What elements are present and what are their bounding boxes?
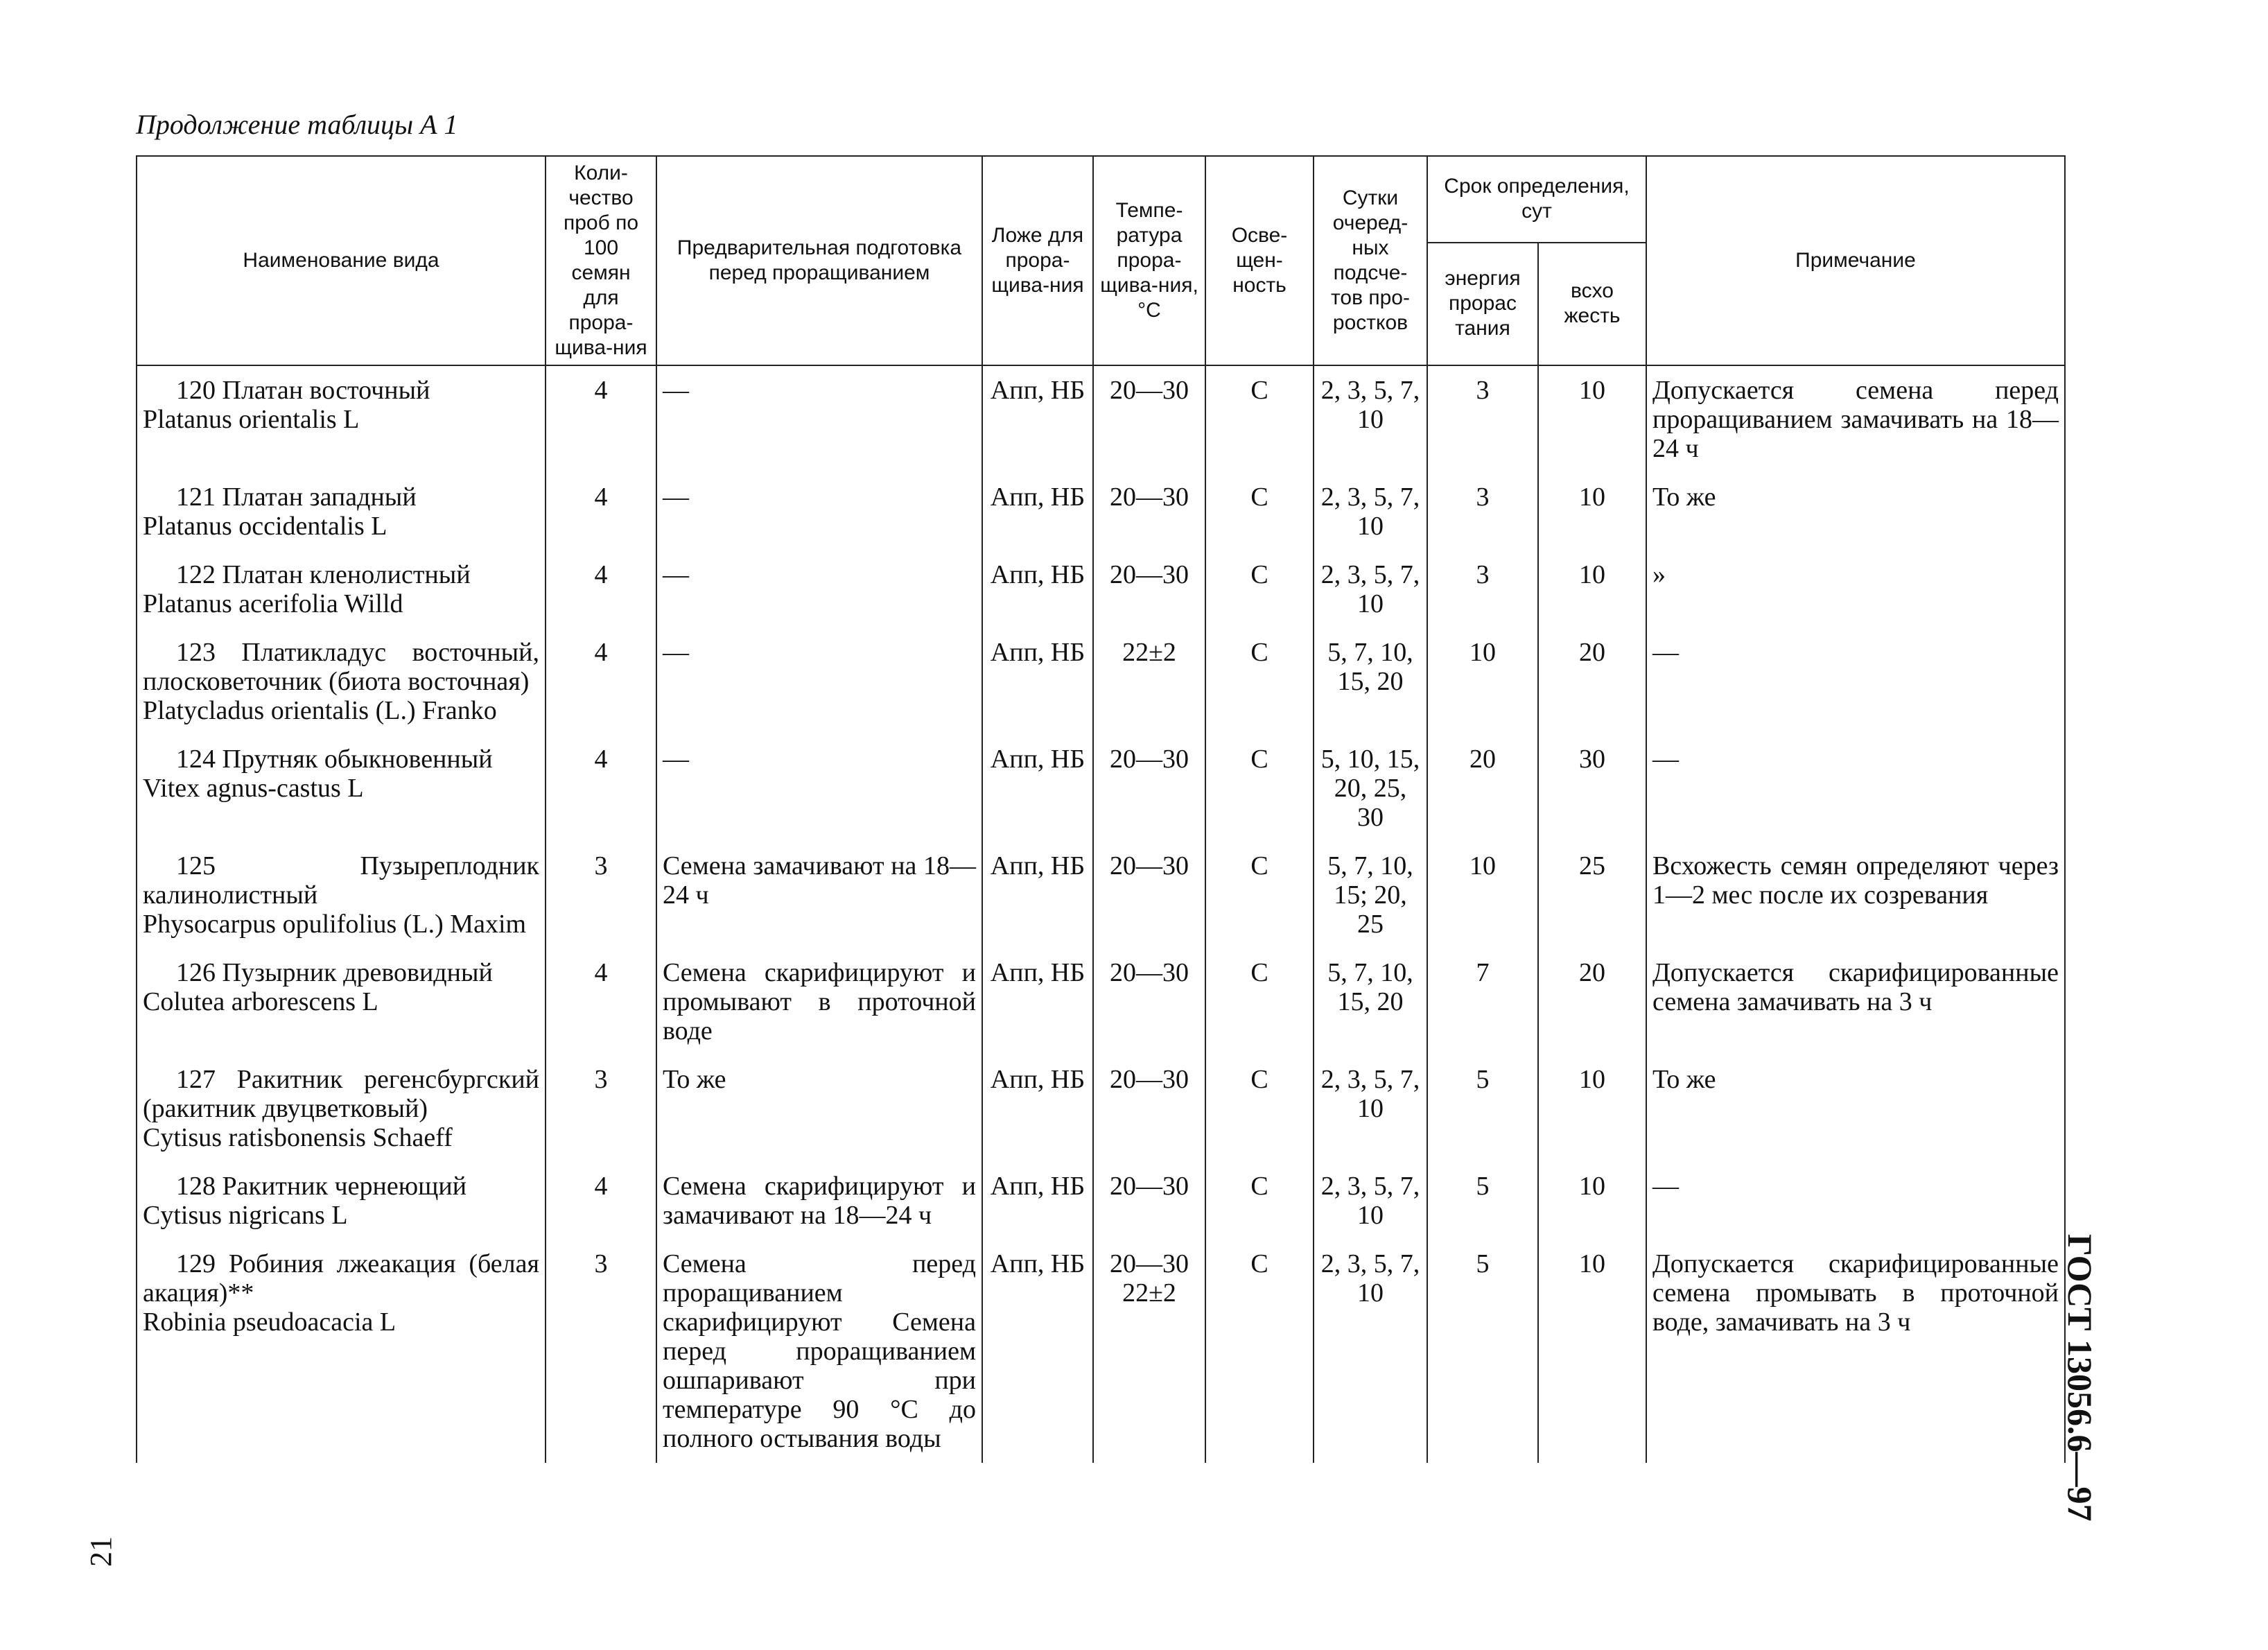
light-cell: С	[1205, 1055, 1314, 1162]
bed-cell: Апп, НБ	[982, 473, 1093, 550]
species-name-cell	[137, 365, 546, 473]
note-cell: —	[1646, 735, 2065, 842]
species-name-cell	[137, 1162, 546, 1240]
bed-cell: Апп, НБ	[982, 1162, 1093, 1240]
days-cell: 5, 7, 10, 15, 20	[1314, 628, 1427, 735]
bed-cell: Апп, НБ	[982, 365, 1093, 473]
samples-cell: 3	[546, 1055, 656, 1162]
samples-cell: 4	[546, 948, 656, 1055]
samples-cell: 4	[546, 628, 656, 735]
samples-cell: 4	[546, 1162, 656, 1240]
energy-cell: 3	[1427, 550, 1538, 628]
days-cell: 2, 3, 5, 7, 10	[1314, 473, 1427, 550]
prep-cell: Семена скарифицируют и замачивают на 18—24 ч	[656, 1162, 982, 1240]
light-cell: С	[1205, 1162, 1314, 1240]
species-name-ru: 127 Ракитник регенсбургский (ракитник двуцветковый)	[143, 1065, 539, 1123]
table-row	[137, 735, 2065, 842]
days-cell: 2, 3, 5, 7, 10	[1314, 550, 1427, 628]
species-name-latin: Cytisus nigricans L	[143, 1201, 348, 1230]
page-number: 21	[84, 1536, 118, 1567]
germination-table	[136, 155, 2066, 1463]
species-name-ru: 120 Платан восточный	[176, 376, 430, 405]
species-name-cell	[137, 1240, 546, 1463]
energy-cell: 3	[1427, 365, 1538, 473]
table-caption: Продолжение таблицы А 1	[136, 109, 458, 140]
temp-cell: 20—30	[1093, 473, 1205, 550]
energy-cell: 3	[1427, 473, 1538, 550]
species-name-latin: Platycladus orientalis (L.) Franko	[143, 696, 497, 725]
temp-cell: 20—30	[1093, 1055, 1205, 1162]
temp-cell: 20—30	[1093, 948, 1205, 1055]
species-name-cell	[137, 948, 546, 1055]
energy-cell: 5	[1427, 1240, 1538, 1463]
germ-cell: 10	[1538, 1055, 1646, 1162]
table-row	[137, 1162, 2065, 1240]
note-cell: То же	[1646, 1055, 2065, 1162]
temp-cell: 20—30	[1093, 842, 1205, 948]
species-name-ru: 128 Ракитник чернеющий	[176, 1172, 467, 1201]
germ-cell: 20	[1538, 628, 1646, 735]
temp-cell: 20—30	[1093, 1162, 1205, 1240]
bed-cell: Апп, НБ	[982, 550, 1093, 628]
header-prep: Предварительная подготовка перед проращиванием	[656, 156, 982, 365]
species-name-latin: Platanus acerifolia Willd	[143, 589, 403, 618]
header-germ: всхо жесть	[1538, 243, 1646, 365]
species-name-latin: Physocarpus opulifolius (L.) Maxim	[143, 910, 527, 939]
table-row	[137, 550, 2065, 628]
prep-cell: —	[656, 628, 982, 735]
energy-cell: 20	[1427, 735, 1538, 842]
header-light: Осве-щен-ность	[1205, 156, 1314, 365]
species-name-ru: 122 Платан кленолистный	[176, 560, 471, 589]
bed-cell: Апп, НБ	[982, 628, 1093, 735]
table-row	[137, 628, 2065, 735]
note-cell: —	[1646, 628, 2065, 735]
species-name-cell	[137, 1055, 546, 1162]
prep-cell: Семена замачивают на 18—24 ч	[656, 842, 982, 948]
temp-cell: 20—30	[1093, 550, 1205, 628]
species-name-cell	[137, 550, 546, 628]
species-name-cell	[137, 473, 546, 550]
table-row	[137, 842, 2065, 948]
bed-cell: Апп, НБ	[982, 948, 1093, 1055]
table-row	[137, 1055, 2065, 1162]
bed-cell: Апп, НБ	[982, 1055, 1093, 1162]
species-name-latin: Cytisus ratisbonensis Schaeff	[143, 1123, 453, 1152]
header-temp: Темпе-ратура прора-щива-ния, °С	[1093, 156, 1205, 365]
table-row	[137, 948, 2065, 1055]
species-name-cell	[137, 735, 546, 842]
table-header	[137, 156, 2065, 365]
prep-cell: —	[656, 473, 982, 550]
energy-cell: 5	[1427, 1162, 1538, 1240]
germ-cell: 20	[1538, 948, 1646, 1055]
note-cell: »	[1646, 550, 2065, 628]
germ-cell: 10	[1538, 1162, 1646, 1240]
light-cell: С	[1205, 735, 1314, 842]
light-cell: С	[1205, 1240, 1314, 1463]
table-row	[137, 473, 2065, 550]
species-name-ru: 123 Платикладус восточный, плосковеточник (биота восточная)	[143, 638, 539, 696]
samples-cell: 3	[546, 842, 656, 948]
species-name-latin: Colutea arborescens L	[143, 987, 378, 1016]
species-name-cell	[137, 842, 546, 948]
germ-cell: 30	[1538, 735, 1646, 842]
species-name-latin: Platanus occidentalis L	[143, 512, 387, 541]
germ-cell: 10	[1538, 473, 1646, 550]
energy-cell: 7	[1427, 948, 1538, 1055]
header-note: Примечание	[1646, 156, 2065, 365]
species-name-ru: 129 Робиния лжеакация (белая акация)**	[143, 1249, 539, 1308]
samples-cell: 4	[546, 365, 656, 473]
days-cell: 2, 3, 5, 7, 10	[1314, 365, 1427, 473]
note-cell: То же	[1646, 473, 2065, 550]
species-name-ru: 124 Прутняк обыкновенный	[176, 745, 493, 774]
days-cell: 5, 7, 10, 15; 20, 25	[1314, 842, 1427, 948]
light-cell: С	[1205, 948, 1314, 1055]
header-energy: энергия прорас тания	[1427, 243, 1538, 365]
header-samples: Коли-чество проб по 100 семян для прора-щива-ния	[546, 156, 656, 365]
energy-cell: 5	[1427, 1055, 1538, 1162]
prep-cell: Семена скарифицируют и промывают в проточной воде	[656, 948, 982, 1055]
note-cell: Допускается семена перед проращиванием замачивать на 18—24 ч	[1646, 365, 2065, 473]
days-cell: 5, 7, 10, 15, 20	[1314, 948, 1427, 1055]
species-name-ru: 126 Пузырник древовидный	[176, 958, 493, 987]
table-body	[137, 365, 2065, 1463]
table-row	[137, 1240, 2065, 1463]
table-row	[137, 365, 2065, 473]
species-name-cell	[137, 628, 546, 735]
note-cell: Допускается скарифицированные семена замачивать на 3 ч	[1646, 948, 2065, 1055]
prep-cell: То же	[656, 1055, 982, 1162]
header-name: Наименование вида	[137, 156, 546, 365]
header-term-group: Срок определения, сут	[1427, 156, 1646, 243]
temp-cell: 20—30	[1093, 735, 1205, 842]
species-name-latin: Vitex agnus-castus L	[143, 774, 364, 803]
germ-cell: 10	[1538, 550, 1646, 628]
bed-cell: Апп, НБ	[982, 1240, 1093, 1463]
note-cell: —	[1646, 1162, 2065, 1240]
temp-cell: 20—30	[1093, 365, 1205, 473]
energy-cell: 10	[1427, 842, 1538, 948]
days-cell: 2, 3, 5, 7, 10	[1314, 1162, 1427, 1240]
samples-cell: 4	[546, 550, 656, 628]
days-cell: 2, 3, 5, 7, 10	[1314, 1055, 1427, 1162]
species-name-ru: 121 Платан западный	[176, 483, 417, 512]
temp-cell: 22±2	[1093, 628, 1205, 735]
bed-cell: Апп, НБ	[982, 735, 1093, 842]
note-cell: Допускается скарифицированные семена промывать в проточной воде, замачивать на 3 ч	[1646, 1240, 2065, 1463]
germ-cell: 10	[1538, 1240, 1646, 1463]
species-name-ru: 125 Пузыреплодник калинолистный	[143, 851, 539, 910]
days-cell: 5, 10, 15, 20, 25, 30	[1314, 735, 1427, 842]
bed-cell: Апп, НБ	[982, 842, 1093, 948]
temp-cell: 20—30 22±2	[1093, 1240, 1205, 1463]
energy-cell: 10	[1427, 628, 1538, 735]
species-name-latin: Robinia pseudoacacia L	[143, 1308, 396, 1337]
samples-cell: 3	[546, 1240, 656, 1463]
light-cell: С	[1205, 628, 1314, 735]
header-bed: Ложе для прора-щива-ния	[982, 156, 1093, 365]
days-cell: 2, 3, 5, 7, 10	[1314, 1240, 1427, 1463]
light-cell: С	[1205, 473, 1314, 550]
prep-cell: Семена перед проращиванием скарифицируют Семена перед проращиванием ошпаривают при температуре 90 °С до полного остывания воды	[656, 1240, 982, 1463]
prep-cell: —	[656, 550, 982, 628]
samples-cell: 4	[546, 473, 656, 550]
species-name-latin: Platanus orientalis L	[143, 405, 360, 434]
samples-cell: 4	[546, 735, 656, 842]
germ-cell: 25	[1538, 842, 1646, 948]
light-cell: С	[1205, 365, 1314, 473]
light-cell: С	[1205, 550, 1314, 628]
note-cell: Всхожесть семян определяют через 1—2 мес после их созревания	[1646, 842, 2065, 948]
standard-code: ГОСТ 13056.6—97	[2061, 1234, 2100, 1522]
light-cell: С	[1205, 842, 1314, 948]
prep-cell: —	[656, 365, 982, 473]
germ-cell: 10	[1538, 365, 1646, 473]
prep-cell: —	[656, 735, 982, 842]
header-days: Сутки очеред-ных подсче-тов про-ростков	[1314, 156, 1427, 365]
